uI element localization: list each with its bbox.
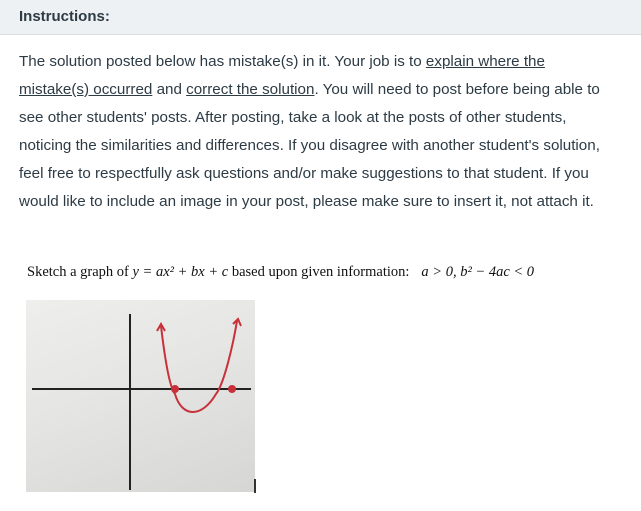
- problem-mid-text: based upon given information:: [228, 264, 410, 280]
- problem-given-conditions: a > 0, b² − 4ac < 0: [421, 264, 535, 280]
- instructions-part-3: . You will need to post before being able to see other students' posts. After posting, take a look at the posts of other students, noticing the similarities and differences. If you disagree with another student's solution, feel free to respectfully ask questions and/or make suggestions to that student. If you would like to include an image in your post, please make sure to insert it, not attach it.: [19, 81, 600, 210]
- graph-sketch: [26, 300, 255, 492]
- correct-solution-underlined-text: correct the solution: [186, 81, 315, 98]
- x-intercept-left: [171, 385, 179, 393]
- parabola-curve: [161, 321, 237, 412]
- problem-statement: [27, 264, 627, 281]
- instructions-part-2: and: [152, 81, 187, 98]
- instructions-header-bar: [0, 0, 641, 35]
- instructions-part-1: The solution posted below has mistake(s) in it. Your job is to: [19, 53, 426, 70]
- solution-graph-photo: [26, 300, 255, 492]
- problem-lead-text: Sketch a graph of: [27, 264, 133, 280]
- explain-mistake-underlined-text: explain where the mistake(s) occurred: [19, 53, 545, 98]
- x-intercept-right: [228, 385, 236, 393]
- problem-equation: y = ax² + bx + c: [132, 264, 229, 280]
- instructions-text: [19, 48, 619, 216]
- photo-edge-mark: [254, 479, 256, 493]
- instructions-heading: Instructions:: [19, 8, 110, 25]
